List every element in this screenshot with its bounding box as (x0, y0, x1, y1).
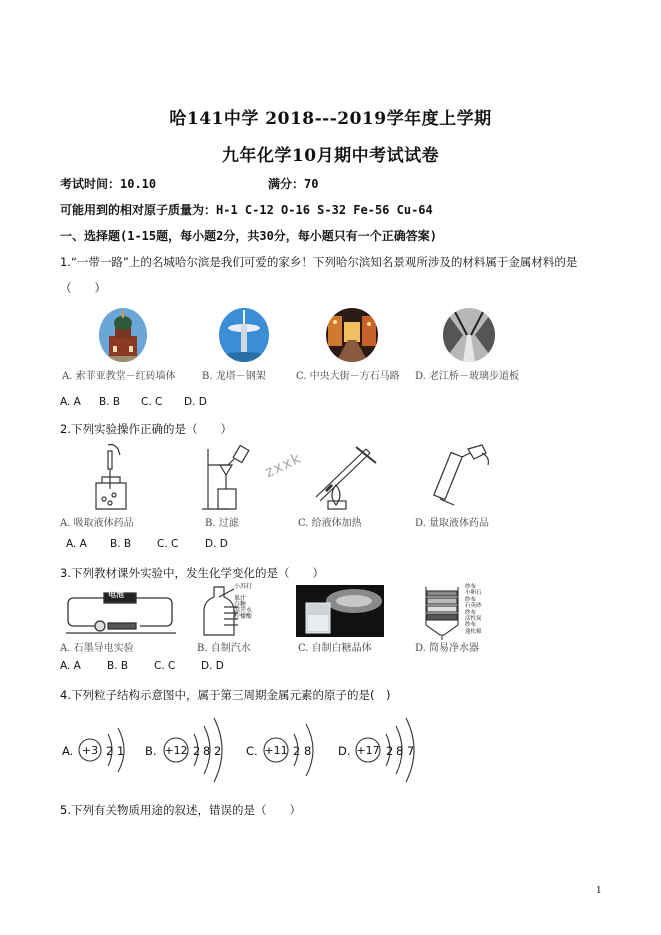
q2-option-a[interactable]: A. A (66, 538, 87, 550)
filtration-figure (200, 445, 256, 511)
atom-a-shell: 2 (106, 744, 114, 758)
sofia-church-photo (99, 308, 147, 362)
exam-title: 哈141中学 2018---2019学年度上学期 (169, 109, 492, 129)
atom-c-shell: 8 (304, 744, 312, 758)
soda-label: 柠檬酸 (234, 613, 253, 620)
atom-d-shell: 2 (386, 744, 394, 758)
exam-subtitle: 九年化学10月期中考试试卷 (221, 146, 440, 166)
question-4-stem: 4.下列粒子结构示意图中，属于第三周期金属元素的原子的是( ) (60, 688, 391, 702)
q1-caption-a: A. 索菲亚教堂－红砖墙体 (62, 371, 176, 382)
exam-time: 考试时间：10.10 (60, 177, 157, 191)
atom-b-shell: 8 (203, 744, 211, 758)
soda-label: 小苏打 (234, 583, 253, 590)
filter-label: 纱布 (465, 584, 477, 590)
filter-label: 石英砂 (465, 603, 482, 610)
q3-option-a[interactable]: A. A (60, 660, 81, 672)
q2-caption-d: D. 量取液体药品 (415, 518, 490, 529)
water-purifier-figure (420, 585, 464, 641)
filter-label: 小卵石 (465, 590, 482, 597)
q2-caption-c: C. 给液体加热 (298, 518, 362, 529)
central-street-photo (326, 308, 378, 362)
dragon-tower-photo (219, 308, 269, 362)
sugar-crystal-photo (296, 585, 384, 637)
atom-d-nucleus: +17 (356, 744, 380, 757)
q2-caption-a: A. 吸取液体药品 (60, 518, 134, 529)
filter-label: 蓬松棉 (465, 628, 482, 635)
atom-b-letter: B. (145, 744, 157, 758)
q1-caption-c: C. 中央大街－方石马路 (296, 371, 400, 382)
q2-option-c[interactable]: C. C (157, 538, 179, 550)
filter-labels (465, 584, 482, 635)
old-bridge-photo (443, 308, 495, 362)
q3-caption-c: C. 自制白糖晶体 (298, 643, 372, 654)
q3-option-d[interactable]: D. D (201, 660, 224, 672)
atom-a-letter: A. (62, 744, 74, 758)
section-title: 一、选择题(1-15题，每小题2分，共30分，每小题只有一个正确答案) (60, 229, 438, 243)
q3-caption-a: A. 石墨导电实验 (60, 643, 134, 654)
soda-labels (234, 584, 252, 620)
question-1-bracket: （ ） (60, 281, 106, 295)
q1-option-a[interactable]: A. A (60, 396, 81, 408)
q1-option-d[interactable]: D. D (184, 396, 207, 408)
q3-caption-d: D. 简易净水器 (415, 643, 480, 654)
q1-caption-b: B. 龙塔－钢架 (202, 371, 266, 382)
question-2-stem: 2.下列实验操作正确的是（ ） (60, 422, 232, 436)
dropper-bottle-figure (88, 443, 138, 511)
q1-option-b[interactable]: B. B (99, 396, 121, 408)
atom-d-shell: 8 (396, 744, 404, 758)
question-3-stem: 3.下列教材课外实验中，发生化学变化的是（ ） (60, 566, 324, 580)
soda-label: 果汁 (234, 595, 247, 602)
full-score: 满分：70 (268, 177, 319, 191)
filter-label: 纱布 (465, 596, 477, 603)
q3-option-b[interactable]: B. B (107, 660, 129, 672)
filter-label: 活性炭 (465, 616, 482, 623)
q1-caption-d: D. 老江桥－玻璃步道板 (415, 371, 520, 382)
atom-d-letter: D. (338, 744, 351, 758)
q2-option-b[interactable]: B. B (110, 538, 132, 550)
atom-a-shell: 1 (117, 744, 125, 758)
atom-b-nucleus: +12 (164, 744, 188, 757)
atom-d-shell: 7 (407, 744, 415, 758)
atom-b-shell: 2 (214, 744, 222, 758)
graduated-cylinder-figure (432, 443, 498, 511)
zxxk-watermark: zxxk (261, 448, 305, 482)
soda-label: 凉开水 (234, 607, 253, 614)
atom-c-letter: C. (246, 744, 258, 758)
filter-label: 纱布 (465, 609, 477, 616)
soda-label: 白糖 (234, 601, 247, 608)
page-number: 1 (596, 886, 602, 896)
filter-label: 纱布 (465, 622, 477, 629)
atom-b-shell: 2 (193, 744, 201, 758)
q2-option-d[interactable]: D. D (205, 538, 228, 550)
atom-a-nucleus: +3 (81, 744, 99, 757)
q1-option-c[interactable]: C. C (141, 396, 163, 408)
q3-caption-b: B. 自制汽水 (197, 643, 251, 654)
atom-c-shell: 2 (293, 744, 301, 758)
question-1-stem: 1.“一带一路”上的名城哈尔滨是我们可爱的家乡！下列哈尔滨知名景观所涉及的材料属于金属材料的是 (60, 255, 578, 269)
q3-option-c[interactable]: C. C (154, 660, 176, 672)
atomic-masses: 可能用到的相对原子质量为：H-1 C-12 O-16 S-32 Fe-56 Cu-64 (60, 203, 433, 217)
q2-caption-b: B. 过滤 (205, 518, 239, 529)
atom-c-nucleus: +11 (264, 744, 288, 757)
battery-label: 电池 (108, 590, 124, 599)
question-5-stem: 5.下列有关物质用途的叙述，错误的是（ ） (60, 803, 301, 817)
heating-liquid-figure (306, 443, 382, 511)
